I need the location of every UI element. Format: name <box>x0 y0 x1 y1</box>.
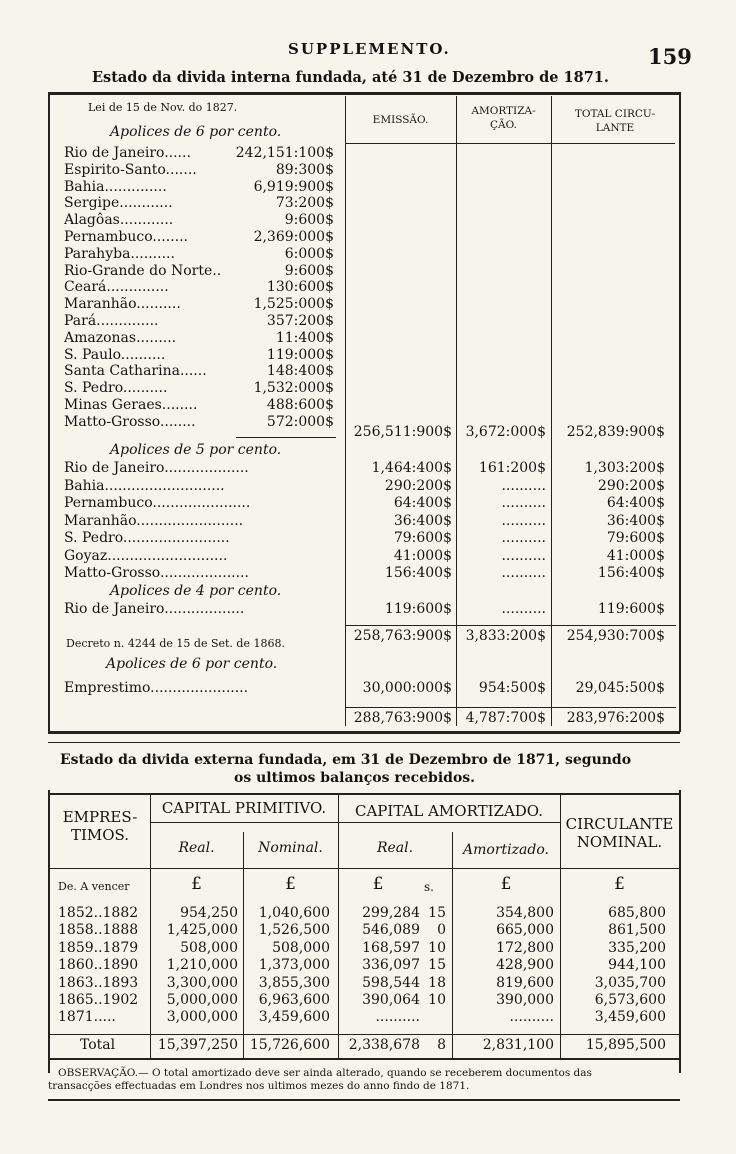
group3-row-emissao: 119:600$ <box>384 601 452 617</box>
ext-row-nominal: 6,963,600 <box>258 992 330 1008</box>
internal-bottom-rule <box>48 731 680 734</box>
group-label-4pct: Apolices de 4 por cento. <box>110 583 282 599</box>
group-label-6pct: Apolices de 6 por cento. <box>110 124 282 140</box>
group1-row-name: Sergipe............ <box>64 195 173 212</box>
ext-header-bottom-rule <box>48 868 680 869</box>
external-header-top <box>48 793 680 795</box>
group1-row-value: 9:600$ <box>284 212 334 229</box>
group1-row-name: Rio-Grande do Norte.. <box>64 262 222 279</box>
group2-row-name: Bahia........................... <box>64 477 225 494</box>
group1-row-value: 9:600$ <box>284 262 334 279</box>
group2-row-name: Goyaz........................... <box>64 547 228 564</box>
group1-row-value: 6,919:900$ <box>253 178 334 195</box>
ext-row-am-real: 390,064 <box>362 992 420 1008</box>
ext-unit-c2: £ <box>285 874 296 894</box>
group1-row-value: 242,151:100$ <box>235 145 334 161</box>
ext-row-nominal: 3,855,300 <box>258 974 330 991</box>
ext-total-amortizado: 2,831,100 <box>482 1037 554 1053</box>
group2-row-amort: .......... <box>501 530 546 546</box>
group1-row-value: 119:000$ <box>266 346 334 363</box>
ext-row-am-s: 15 <box>428 957 446 974</box>
ext-total-top-rule <box>48 1034 680 1035</box>
group3-row-circ: 119:600$ <box>597 601 665 617</box>
group2-row-circ: 36:400$ <box>606 512 665 529</box>
group2-row-name: S. Pedro........................ <box>64 530 230 546</box>
group1-row-value: 357:200$ <box>266 313 334 329</box>
ext-total-bottom-rule <box>48 1058 680 1060</box>
group1-row-value: 1,532:000$ <box>253 380 334 397</box>
group1-emissao: 256,511:900$ <box>353 424 452 440</box>
internal-debt-title: Estado da divida interna fundada, até 31 de Dezembro de 1871. <box>92 69 609 86</box>
observation-line1: OBSERVAÇÃO.— O total amortizado deve ser ainda alterado, quando se receberem documentos das <box>58 1067 592 1079</box>
ext-row-am-real: 598,544 <box>362 974 420 991</box>
group1-row-name: Parahyba.......... <box>64 245 175 262</box>
page-number: 159 <box>648 44 692 69</box>
ext-unit-c3b: s. <box>424 880 434 894</box>
col-divider-emissao <box>345 96 346 726</box>
total-amort: 4,787:700$ <box>465 710 546 726</box>
group2-row-amort: .......... <box>501 495 546 511</box>
ext-row-amortizado: .......... <box>509 1009 554 1026</box>
ext-row-am-real: 299,284 <box>362 905 420 921</box>
ext-head-emprestimos-2: TIMOS. <box>70 826 130 844</box>
ext-row-am-s: 0 <box>437 922 446 939</box>
ext-head-real: Real. <box>178 840 215 856</box>
ext-row-am-s: 10 <box>428 939 446 956</box>
group1-row-name: Pará.............. <box>64 313 159 329</box>
external-title-line2: os ultimos balanços recebidos. <box>234 770 476 786</box>
group1-row-name: Ceará.............. <box>64 279 169 296</box>
ext-row-real: 1,210,000 <box>166 957 238 974</box>
col-circ-header-2: LANTE <box>595 122 635 134</box>
ext-unit-c3: £ <box>372 874 384 894</box>
ext-row-period: 1860..1890 <box>58 957 139 974</box>
group1-row-name: Espirito-Santo....... <box>64 161 197 178</box>
ext-row-real: 3,000,000 <box>166 1009 238 1026</box>
group2-row-name: Pernambuco...................... <box>64 495 251 511</box>
ext-row-amortizado: 428,900 <box>496 957 554 974</box>
external-top-rule <box>48 742 680 743</box>
group2-row-amort: .......... <box>501 547 546 564</box>
ext-row-am-s: 18 <box>428 974 446 991</box>
ext-row-am-real: 546,089 <box>362 922 420 939</box>
group1-row-name: Pernambuco........ <box>64 229 189 245</box>
ext-unit-c5: £ <box>614 874 625 894</box>
group1-amortizacao: 3,672:000$ <box>465 424 546 440</box>
ext-row-am-real: 168,597 <box>362 939 420 956</box>
ext-row-real: 954,250 <box>180 905 238 921</box>
col-emissao-header: EMISSÃO. <box>372 114 429 126</box>
group-label-5pct: Apolices de 5 por cento. <box>110 442 282 458</box>
ext-head-emprestimos-1: EMPRES- <box>62 808 138 826</box>
ext-head-circulante-1: CIRCULANTE <box>565 815 674 833</box>
subtotal-amort: 3,833:200$ <box>465 628 546 644</box>
group1-row-name: Amazonas......... <box>64 329 177 346</box>
ext-subheader-rule <box>150 822 560 823</box>
observation-line2: transacções effectuadas em Londres nos ultimos mezes do anno findo de 1871. <box>48 1080 470 1092</box>
group1-row-name: Rio de Janeiro...... <box>64 145 191 161</box>
ext-total-am-real: 2,338,678 <box>348 1037 420 1053</box>
ext-row-circulante: 685,800 <box>608 905 666 921</box>
group2-row-amort: .......... <box>501 512 546 529</box>
group2-row-emissao: 156:400$ <box>384 565 452 581</box>
ext-head-amortizado: Amortizado. <box>463 842 549 858</box>
ext-total-real: 15,397,250 <box>157 1037 238 1053</box>
group-label-emprestimo: Apolices de 6 por cento. <box>106 656 278 672</box>
group2-row-emissao: 79:600$ <box>393 530 452 546</box>
group2-row-emissao: 290:200$ <box>384 477 452 494</box>
group2-row-emissao: 36:400$ <box>393 512 452 529</box>
ext-row-period: 1871..... <box>58 1009 116 1026</box>
group2-row-amort: .......... <box>501 565 546 581</box>
external-title-line1: Estado da divida externa fundada, em 31 de Dezembro de 1871, segundo <box>60 752 632 768</box>
group2-row-name: Rio de Janeiro................... <box>64 460 249 476</box>
group2-row-circ: 1,303:200$ <box>584 460 665 476</box>
decree-reference: Decreto n. 4244 de 15 de Set. de 1868. <box>66 637 285 650</box>
group2-row-circ: 64:400$ <box>606 495 665 511</box>
page-header-title: SUPPLEMENTO. <box>288 40 451 58</box>
group1-row-name: S. Paulo.......... <box>64 346 166 363</box>
subtotal-emissao: 258,763:900$ <box>353 628 452 644</box>
ext-row-circulante: 335,200 <box>608 939 666 956</box>
external-right-border <box>679 790 681 1073</box>
ext-row-nominal: 1,373,000 <box>258 957 330 974</box>
group1-row-name: Minas Geraes........ <box>64 397 198 413</box>
group1-row-name: Bahia.............. <box>64 178 167 195</box>
group3-row-amort: .......... <box>501 601 546 617</box>
group1-row-name: Santa Catharina...... <box>64 363 207 380</box>
group1-row-value: 11:400$ <box>275 329 334 346</box>
group1-row-value: 488:600$ <box>266 397 334 413</box>
ext-row-amortizado: 390,000 <box>496 992 554 1008</box>
ext-row-circulante: 944,100 <box>608 957 666 974</box>
ext-unit-label: De. A vencer <box>58 880 130 893</box>
ext-total-label: Total <box>80 1037 116 1053</box>
ext-row-nominal: 1,040,600 <box>258 905 330 921</box>
group1-circulante: 252,839:900$ <box>566 424 665 440</box>
group2-row-name: Matto-Grosso.................... <box>64 565 249 581</box>
group2-row-amort: 161:200$ <box>478 460 546 476</box>
group2-row-name: Maranhão........................ <box>64 512 244 529</box>
internal-left-border <box>48 92 50 732</box>
ext-row-amortizado: 172,800 <box>496 939 554 956</box>
group2-row-amort: .......... <box>501 477 546 494</box>
internal-top-rule <box>48 92 680 95</box>
ext-row-nominal: 508,000 <box>272 939 330 956</box>
col-amort-header-2: ÇÃO. <box>490 119 517 131</box>
col-amort-header-1: AMORTIZA- <box>471 105 536 117</box>
group1-row-value: 148:400$ <box>266 363 334 380</box>
ext-row-am-real: 336,097 <box>362 957 420 974</box>
group2-row-circ: 156:400$ <box>597 565 665 581</box>
subtotal-rule <box>346 625 676 626</box>
ext-row-period: 1863..1893 <box>58 974 139 991</box>
ext-row-nominal: 1,526,500 <box>258 922 330 939</box>
group1-row-name: Alagôas............ <box>64 212 174 229</box>
total-rule <box>346 707 676 708</box>
ext-row-circulante: 3,035,700 <box>594 974 666 991</box>
ext-row-amortizado: 819,600 <box>496 974 554 991</box>
ext-head-capital-primitivo: CAPITAL PRIMITIVO. <box>161 799 327 817</box>
ext-head-nominal: Nominal. <box>258 840 323 856</box>
col-divider-circ <box>551 96 552 726</box>
group4-row-emissao: 30,000:000$ <box>362 680 452 696</box>
ext-head-circulante-2: NOMINAL. <box>576 833 663 851</box>
total-emissao: 288,763:900$ <box>353 710 452 726</box>
group4-row-circ: 29,045:500$ <box>575 680 665 696</box>
law-reference: Lei de 15 de Nov. do 1827. <box>88 101 238 114</box>
total-circ: 283,976:200$ <box>566 710 665 726</box>
group1-row-value: 89:300$ <box>275 161 334 178</box>
ext-head-real2: Real. <box>376 840 414 856</box>
group1-row-value: 2,369:000$ <box>253 229 334 245</box>
group2-row-circ: 79:600$ <box>606 530 665 546</box>
group2-row-emissao: 64:400$ <box>393 495 452 511</box>
ext-row-circulante: 3,459,600 <box>594 1009 666 1026</box>
group1-row-value: 73:200$ <box>275 195 334 212</box>
ext-row-real: 508,000 <box>180 939 238 956</box>
ext-unit-c1: £ <box>191 874 202 894</box>
group1-row-value: 572:000$ <box>266 413 334 430</box>
group1-row-value: 1,525:000$ <box>253 296 334 313</box>
ext-unit-c4: £ <box>500 874 512 894</box>
ext-row-real: 5,000,000 <box>166 992 238 1008</box>
internal-header-rule <box>345 143 675 144</box>
ext-row-amortizado: 354,800 <box>496 905 554 921</box>
ext-row-real: 3,300,000 <box>166 974 238 991</box>
col-circ-header-1: TOTAL CIRCU- <box>574 108 656 120</box>
ext-row-am-real: .......... <box>375 1009 420 1026</box>
ext-row-period: 1865..1902 <box>58 992 139 1008</box>
subtotal-circ: 254,930:700$ <box>566 628 665 644</box>
group1-row-value: 6:000$ <box>284 245 334 262</box>
ext-row-am-s: 10 <box>428 992 446 1008</box>
group1-row-value: 130:600$ <box>266 279 334 296</box>
group1-row-name: Maranhão.......... <box>64 296 181 313</box>
ext-row-real: 1,425,000 <box>166 922 238 939</box>
ext-row-amortizado: 665,000 <box>496 922 554 939</box>
group4-row-amort: 954:500$ <box>478 680 546 696</box>
ext-row-nominal: 3,459,600 <box>258 1009 330 1026</box>
ext-total-am-s: 8 <box>437 1037 446 1053</box>
internal-right-border <box>679 92 681 732</box>
group2-row-circ: 41:000$ <box>606 547 665 564</box>
ext-total-nominal: 15,726,600 <box>249 1037 330 1053</box>
group2-row-emissao: 1,464:400$ <box>371 460 452 476</box>
group2-row-circ: 290:200$ <box>597 477 665 494</box>
ext-head-capital-amortizado: CAPITAL AMORTIZADO. <box>355 802 543 820</box>
group3-row-name: Rio de Janeiro.................. <box>64 601 245 617</box>
ext-row-circulante: 861,500 <box>608 922 666 939</box>
group1-sum-rule <box>236 437 336 438</box>
ext-total-circulante: 15,895,500 <box>585 1037 666 1053</box>
group1-row-name: Matto-Grosso........ <box>64 413 196 430</box>
group4-row-name: Emprestimo...................... <box>64 680 249 696</box>
external-bottom-rule <box>48 1099 680 1101</box>
ext-row-circulante: 6,573,600 <box>594 992 666 1008</box>
ext-row-am-s: 15 <box>428 905 446 921</box>
group1-row-name: S. Pedro.......... <box>64 380 168 397</box>
ext-row-period: 1852..1882 <box>58 905 139 921</box>
ext-row-period: 1858..1888 <box>58 922 139 939</box>
ext-row-period: 1859..1879 <box>58 939 139 956</box>
group2-row-emissao: 41:000$ <box>393 547 452 564</box>
